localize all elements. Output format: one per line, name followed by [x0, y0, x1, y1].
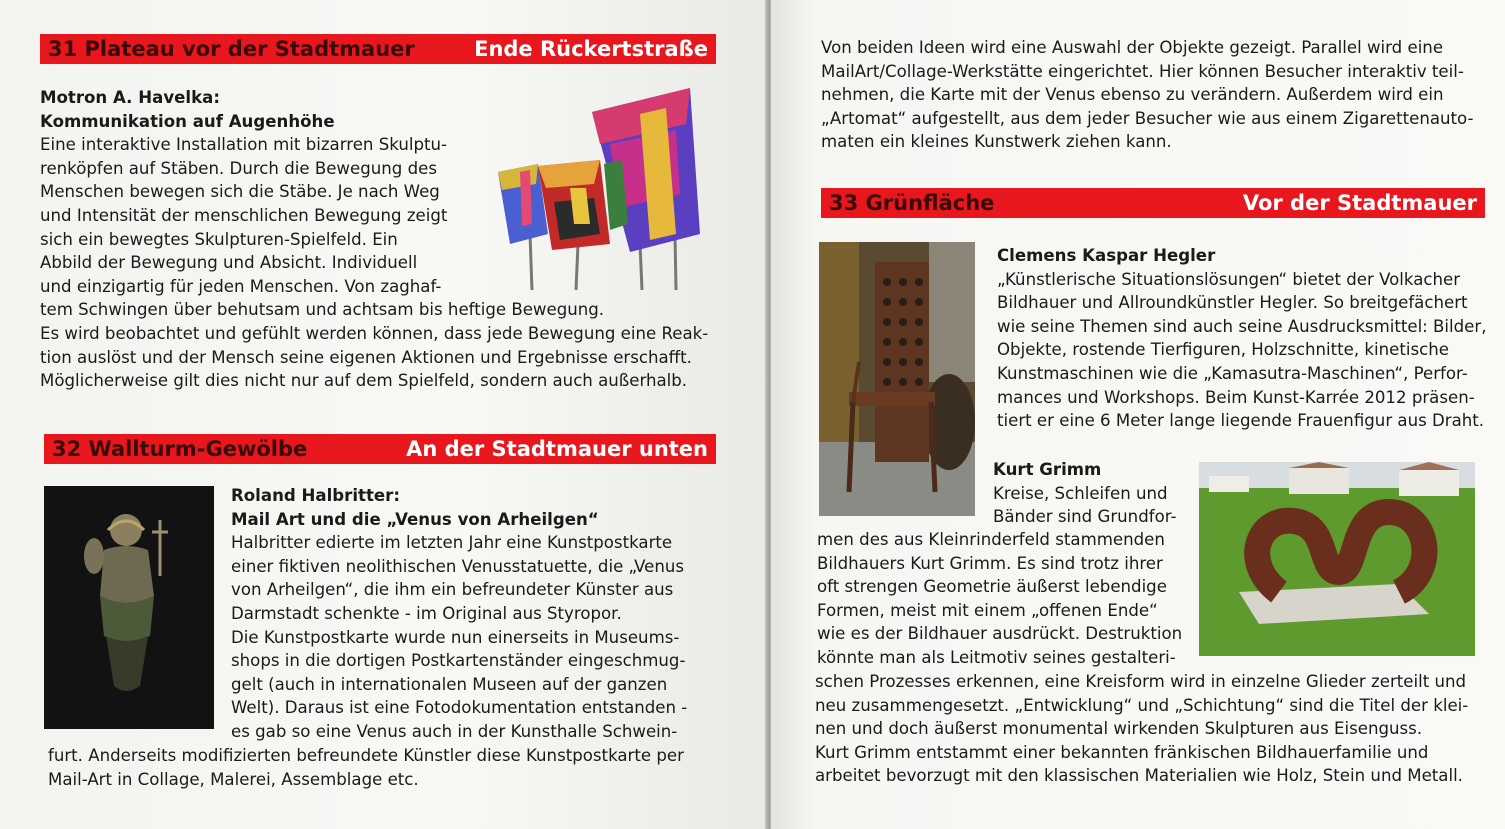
text-line: MailArt/Collage-Werkstätte eingerichtet. Hier können Besucher interaktiv teil- — [821, 61, 1464, 81]
text-line: von Arheilgen“, die ihm ein befreundeter Künster aus — [231, 580, 674, 600]
venus-figure-photo — [44, 486, 214, 729]
text-line: Formen, meist mit einem „offenen Ende“ — [817, 600, 1158, 620]
continuation-text — [821, 36, 1473, 154]
text-line: Die Kunstpostkarte wurde nun einerseits in Museums- — [231, 627, 680, 647]
text-line: shops in die dortigen Postkartenständer eingeschmug- — [231, 651, 686, 671]
text-line: tem Schwingen über behutsam und achtsam bis heftige Bewegung. — [40, 300, 605, 320]
text-line: maten ein kleines Kunstwerk ziehen kann. — [821, 132, 1172, 152]
hegler-artist: Clemens Kaspar Hegler — [997, 246, 1216, 265]
text-line: Mail-Art in Collage, Malerei, Assemblage etc. — [48, 769, 419, 789]
text-line: Abbild der Bewegung und Absicht. Individuell — [40, 253, 418, 273]
text-line: Welt). Daraus ist eine Fotodokumentation entstanden - — [231, 698, 688, 718]
section-32-work: Mail Art und die „Venus von Arheilgen“ — [231, 509, 599, 529]
text-line: nen und doch äußerst monumental wirkenden Skulpturen aus Eisenguss. — [815, 719, 1423, 739]
text-line: könnte man als Leitmotiv seines gestalteri- — [817, 647, 1176, 667]
section-31-title: 31 Plateau vor der Stadtmauer — [48, 37, 415, 61]
text-line: „Künstlerische Situationslösungen“ bietet der Volkacher — [997, 269, 1461, 289]
text-line: und einzigartig für jeden Menschen. Von zaghaf- — [40, 276, 442, 296]
text-line: schen Prozesses erkennen, eine Kreisform wird in einzelne Glieder zerteilt und — [815, 672, 1467, 691]
section-31-work: Kommunikation auf Augenhöhe — [40, 111, 335, 131]
grimm-text-full — [815, 670, 1468, 788]
grimm-text-mid — [817, 528, 1182, 670]
section-33-title: 33 Grünfläche — [829, 191, 995, 215]
rusty-chair-photo — [819, 242, 975, 516]
text-line: einer fiktiven neolithischen Venusstatuette, die „Venus — [231, 556, 685, 576]
text-line: Eine interaktive Installation mit bizarren Skulptu- — [40, 135, 448, 155]
right-page — [771, 0, 1505, 829]
text-line: wie es der Bildhauer ausdrückt. Destruktion — [817, 624, 1183, 644]
text-line: wie seine Themen sind auch seine Ausdrucksmittel: Bilder, — [997, 316, 1487, 336]
section-32-location: An der Stadtmauer unten — [406, 437, 708, 461]
text-line: nehmen, die Karte mit der Venus ebenso zu verändern. Außerdem wird ein — [821, 85, 1444, 105]
text-line: oft strengen Geometrie äußerst lebendige — [817, 577, 1167, 597]
text-line: es gab so eine Venus auch in der Kunsthalle Schwein- — [231, 721, 678, 741]
text-line: men des aus Kleinrinderfeld stammenden — [817, 530, 1165, 549]
grimm-sculpture-photo — [1199, 462, 1475, 656]
text-line: renköpfen auf Stäben. Durch die Bewegung des — [40, 158, 437, 178]
section-31-location: Ende Rückertstraße — [474, 37, 708, 61]
section-33-location: Vor der Stadtmauer — [1242, 191, 1477, 215]
text-line: Darmstadt schenkte - im Original aus Styropor. — [231, 603, 622, 623]
text-line: neu zusammengesetzt. „Entwicklung“ und „Schichtung“ sind die Titel der klei- — [815, 695, 1469, 715]
text-line: Von beiden Ideen wird eine Auswahl der Objekte gezeigt. Parallel wird eine — [821, 38, 1444, 57]
text-line: furt. Anderseits modifizierten befreundete Künstler diese Kunstpostkarte per — [48, 746, 684, 765]
text-line: gelt (auch in internationalen Museen auf der ganzen — [231, 674, 668, 694]
text-line: mances und Workshops. Beim Kunst-Karrée 2012 präsen- — [997, 387, 1475, 407]
section-33-header — [821, 188, 1485, 218]
text-line: Objekte, rostende Tierfiguren, Holzschnitte, kinetische — [997, 340, 1449, 360]
section-32-text — [231, 484, 687, 744]
section-32-title: 32 Wallturm-Gewölbe — [52, 437, 308, 461]
section-32-header — [44, 434, 716, 464]
sculpture-heads-photo — [490, 84, 712, 290]
text-line: Bänder sind Grundfor- — [993, 507, 1177, 527]
text-line: Bildhauer und Allroundkünstler Hegler. So breitgefächert — [997, 293, 1468, 313]
text-line: „Artomat“ aufgestellt, aus dem jeder Besucher wie aus einem Zigarettenauto- — [821, 108, 1474, 128]
text-line: sich ein bewegtes Skulpturen-Spielfeld. Ein — [40, 229, 398, 249]
text-line: Es wird beobachtet und gefühlt werden können, dass jede Bewegung eine Reak- — [40, 323, 709, 343]
text-line: tion auslöst und der Mensch seine eigenen Aktionen und Ergebnisse erschafft. — [40, 347, 692, 367]
text-line: Kurt Grimm entstammt einer bekannten fränkischen Bildhauerfamilie und — [815, 742, 1429, 762]
hegler-text — [997, 244, 1486, 433]
text-line: Bildhauers Kurt Grimm. Es sind trotz ihrer — [817, 553, 1163, 573]
text-line: Halbritter edierte im letzten Jahr eine Kunstpostkarte — [231, 533, 673, 553]
grimm-artist: Kurt Grimm — [993, 460, 1102, 479]
text-line: Kreise, Schleifen und — [993, 483, 1168, 503]
text-line: arbeitet bevorzugt mit den klassischen Materialien wie Holz, Stein und Metall. — [815, 766, 1463, 786]
text-line: Kunstmaschinen wie die „Kamasutra-Maschinen“, Perfor- — [997, 363, 1468, 383]
section-32-text-full — [48, 744, 684, 791]
text-line: Möglicherweise gilt dies nicht nur auf dem Spielfeld, sondern auch außerhalb. — [40, 371, 688, 391]
section-31-artist: Motron A. Havelka: — [40, 88, 220, 107]
section-31-header — [40, 34, 716, 64]
grimm-text-short — [993, 458, 1176, 529]
text-line: und Intensität der menschlichen Bewegung zeigt — [40, 205, 448, 225]
text-line: tiert er eine 6 Meter lange liegende Frauenfigur aus Draht. — [997, 411, 1485, 431]
text-line: Menschen bewegen sich die Stäbe. Je nach Weg — [40, 182, 440, 202]
section-32-artist: Roland Halbritter: — [231, 486, 400, 505]
